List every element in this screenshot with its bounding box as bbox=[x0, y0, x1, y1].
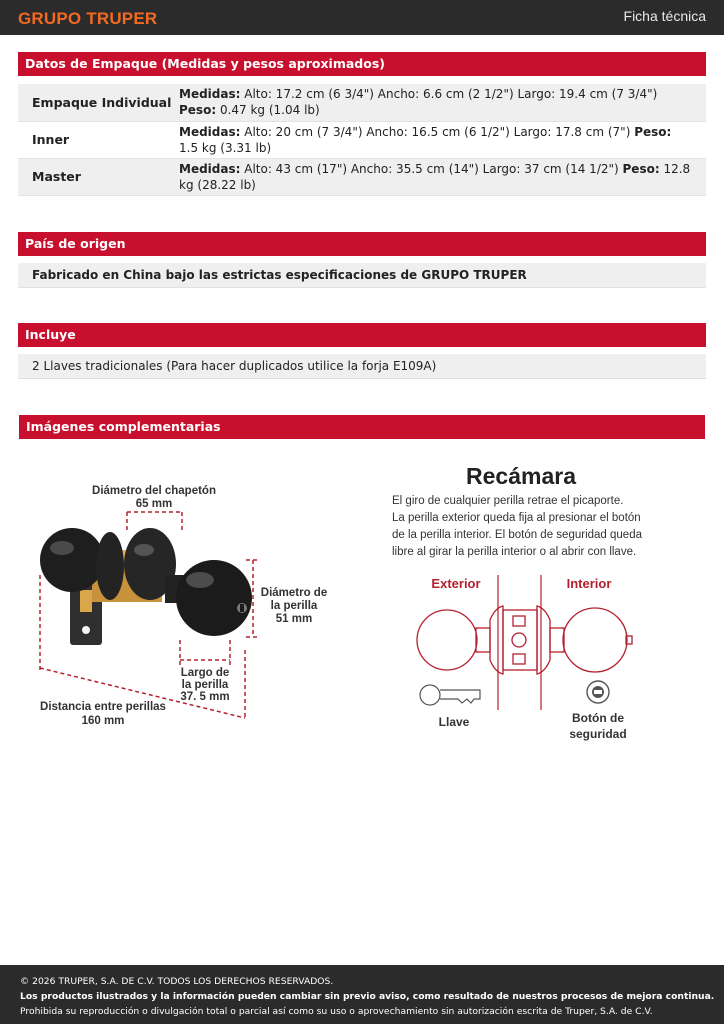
footer-copyright: © 2026 TRUPER, S.A. DE C.V. TODOS LOS DERECHOS RESERVADOS. bbox=[20, 976, 334, 987]
images-section-header: Imágenes complementarias bbox=[19, 415, 705, 439]
footer bbox=[0, 965, 724, 1024]
complementary-images bbox=[0, 445, 724, 765]
brand-logo: GRUPO TRUPER bbox=[18, 9, 158, 28]
top-bar bbox=[0, 0, 724, 35]
function-desc-line3: de la perilla interior. El botón de seguridad queda bbox=[392, 529, 642, 541]
security-button-label-line1: Botón de bbox=[572, 711, 624, 725]
lock-product-image bbox=[40, 528, 252, 645]
largo-label-line2: la perilla bbox=[181, 679, 229, 691]
origin-text: Fabricado en China bajo las estrictas especificaciones de GRUPO TRUPER bbox=[18, 263, 706, 288]
package-name: Master bbox=[18, 158, 179, 195]
table-row bbox=[18, 84, 706, 121]
package-details: Medidas: Alto: 20 cm (7 3/4") Ancho: 16.5 cm (6 1/2") Largo: 17.8 cm (7") Peso: 1.5 kg (3.31 lb) bbox=[179, 121, 706, 158]
distancia-label-line1: Distancia entre perillas bbox=[40, 701, 166, 713]
includes-section-header: Incluye bbox=[18, 323, 706, 347]
table-row bbox=[18, 158, 706, 195]
packaging-table bbox=[18, 84, 706, 196]
chapeton-label-line1: Diámetro del chapetón bbox=[92, 485, 216, 497]
origin-section-header: País de origen bbox=[18, 232, 706, 256]
footer-legal: Prohibida su reproducción o divulgación total o parcial así como su uso o aprovechamiento sin autorización escrita de Truper, S.A. de C.V. bbox=[20, 1006, 653, 1017]
perilla-label-line2: la perilla bbox=[270, 600, 318, 612]
security-button-label-line2: seguridad bbox=[569, 727, 627, 741]
largo-label-line1: Largo de bbox=[180, 667, 230, 679]
chapeton-label-line2: 65 mm bbox=[135, 498, 173, 510]
distancia-label-line2: 160 mm bbox=[81, 715, 125, 727]
packaging-section-header: Datos de Empaque (Medidas y pesos aproximados) bbox=[18, 52, 706, 76]
package-name: Empaque Individual bbox=[18, 84, 179, 121]
document-type: Ficha técnica bbox=[623, 8, 706, 24]
lock-outline-icon bbox=[417, 606, 632, 674]
exterior-label: Exterior bbox=[431, 576, 481, 591]
perilla-label-line1: Diámetro de bbox=[260, 587, 328, 599]
interior-label: Interior bbox=[566, 576, 612, 591]
package-name: Inner bbox=[18, 121, 179, 158]
perilla-label-line3: 51 mm bbox=[275, 613, 313, 625]
footer-notice: Los productos ilustrados y la información pueden cambiar sin previo aviso, como resultado de nuestros procesos de mejora continua. bbox=[20, 991, 715, 1002]
security-button-icon bbox=[587, 681, 609, 703]
key-label: Llave bbox=[438, 715, 470, 729]
includes-text: 2 Llaves tradicionales (Para hacer duplicados utilice la forja E109A) bbox=[18, 354, 706, 379]
function-desc-line1: El giro de cualquier perilla retrae el picaporte. bbox=[392, 495, 624, 507]
largo-label-line3: 37. 5 mm bbox=[180, 691, 230, 703]
function-diagram bbox=[392, 463, 643, 741]
function-desc-line2: La perilla exterior queda fija al presionar el botón bbox=[392, 512, 641, 524]
function-desc-line4: libre al girar la perilla interior o al abrir con llave. bbox=[392, 546, 637, 558]
package-details: Medidas: Alto: 43 cm (17") Ancho: 35.5 cm (14") Largo: 37 cm (14 1/2") Peso: 12.8 kg (28.22 lb) bbox=[179, 158, 706, 195]
package-details: Medidas: Alto: 17.2 cm (6 3/4") Ancho: 6.6 cm (2 1/2") Largo: 19.4 cm (7 3/4") Peso: 0.47 kg (1.04 lb) bbox=[179, 84, 706, 121]
table-row bbox=[18, 121, 706, 158]
key-icon bbox=[420, 685, 480, 705]
function-title: Recámara bbox=[466, 463, 576, 489]
